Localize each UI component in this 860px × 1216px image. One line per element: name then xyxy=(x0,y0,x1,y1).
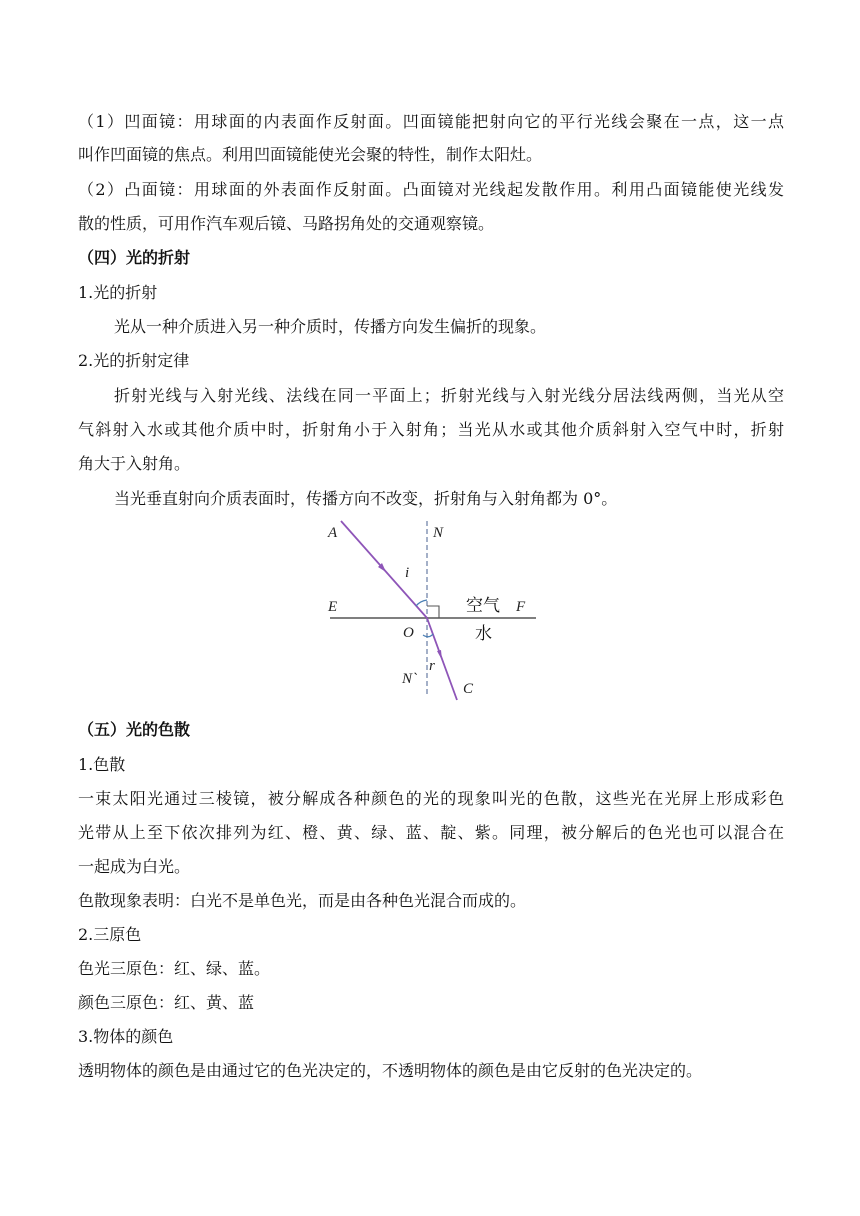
refraction-heading: （四）光的折射 xyxy=(78,248,191,267)
dispersion-conclusion: 色散现象表明：白光不是单色光，而是由各种色光混合而成的。 xyxy=(78,891,527,910)
label-air: 空气 xyxy=(466,596,500,616)
dispersion-paragraph-line-1: 一束太阳光通过三棱镜，被分解成各种颜色的光的现象叫光的色散，这些光在光屏上形成彩色 xyxy=(78,789,784,808)
perpendicular-incidence-text: 当光垂直射向介质表面时，传播方向不改变，折射角与入射角都为 0°。 xyxy=(114,489,618,508)
label-i: i xyxy=(405,565,410,581)
refraction-subheading: 1.光的折射 xyxy=(78,283,158,302)
label-r: r xyxy=(429,658,435,674)
refraction-law-line-1: 折射光线与入射光线、法线在同一平面上；折射光线与入射光线分居法线两侧，当光从空 xyxy=(114,386,784,405)
refraction-definition: 光从一种介质进入另一种介质时，传播方向发生偏折的现象。 xyxy=(114,317,547,336)
label-C: C xyxy=(463,681,474,697)
right-angle-mark xyxy=(427,606,439,618)
convex-mirror-line-1: （2）凸面镜：用球面的外表面作反射面。凸面镜对光线起发散作用。利用凸面镜能使光线发 xyxy=(78,180,784,199)
refraction-law-line-3: 角大于入射角。 xyxy=(78,454,191,473)
incidence-angle-arc xyxy=(416,600,427,606)
object-color-subheading: 3.物体的颜色 xyxy=(78,1027,174,1046)
label-E: E xyxy=(328,599,338,615)
label-water: 水 xyxy=(475,624,492,644)
refraction-law-line-2: 气斜射入水或其他介质中时，折射角小于入射角；当光从水或其他介质斜射入空气中时，折射 xyxy=(78,420,784,439)
refraction-diagram xyxy=(320,515,550,705)
dispersion-heading: （五）光的色散 xyxy=(78,720,191,739)
refracted-arrow xyxy=(437,650,442,660)
object-color-text: 透明物体的颜色是由通过它的色光决定的，不透明物体的颜色是由它反射的色光决定的。 xyxy=(78,1061,703,1080)
label-F: F xyxy=(516,599,526,615)
convex-mirror-line-2: 散的性质，可用作汽车观后镜、马路拐角处的交通观察镜。 xyxy=(78,214,495,233)
refraction-law-subheading: 2.光的折射定律 xyxy=(78,351,190,370)
dispersion-paragraph-line-2: 光带从上至下依次排列为红、橙、黄、绿、蓝、靛、紫。同理，被分解后的色光也可以混合在 xyxy=(78,823,784,842)
dispersion-paragraph-line-3: 一起成为白光。 xyxy=(78,857,191,876)
light-primary-colors: 色光三原色：红、绿、蓝。 xyxy=(78,959,271,978)
dispersion-subheading: 1.色散 xyxy=(78,755,126,774)
primary-colors-subheading: 2.三原色 xyxy=(78,925,142,944)
label-O: O xyxy=(403,625,414,641)
pigment-primary-colors: 颜色三原色：红、黄、蓝 xyxy=(78,993,255,1012)
label-A: A xyxy=(328,525,338,541)
label-N-prime: N` xyxy=(402,671,417,687)
concave-mirror-line-1: （1）凹面镜：用球面的内表面作反射面。凹面镜能把射向它的平行光线会聚在一点，这一点 xyxy=(78,112,784,131)
concave-mirror-line-2: 叫作凹面镜的焦点。利用凹面镜能使光会聚的特性，制作太阳灶。 xyxy=(78,145,543,164)
refraction-angle-arc xyxy=(423,634,433,637)
label-N: N xyxy=(433,525,444,541)
